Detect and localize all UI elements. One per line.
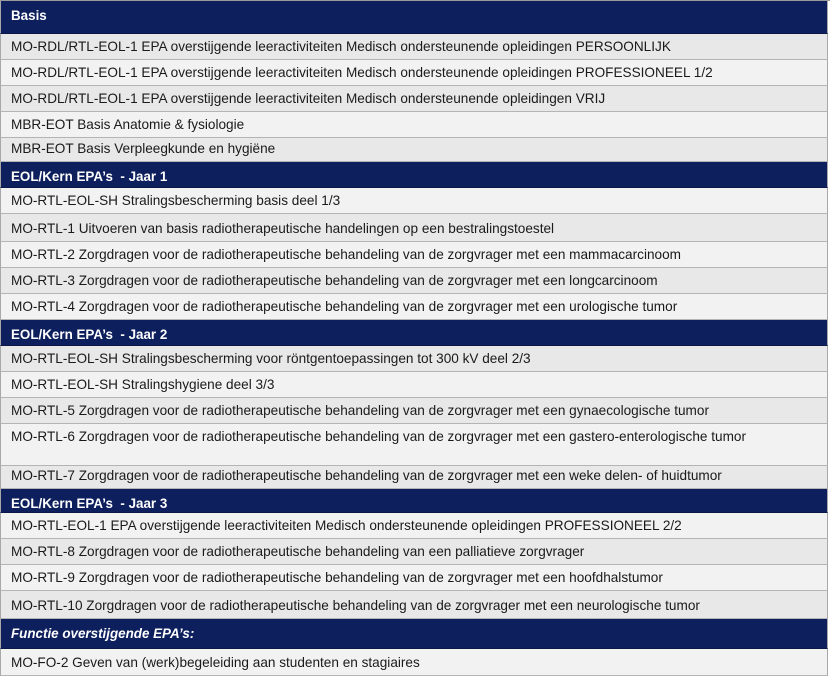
epa-item-text: MO-RTL-EOL-SH Stralingshygiene deel 3/3 — [11, 377, 275, 392]
epa-item-text: MBR-EOT Basis Anatomie & fysiologie — [11, 117, 245, 132]
epa-item-text: MO-RTL-EOL-SH Stralingsbescherming voor röntgentoepassingen tot 300 kV deel 2/3 — [11, 351, 531, 366]
epa-item-text: MO-FO-2 Geven van (werk)begeleiding aan studenten en stagiaires — [11, 655, 420, 670]
epa-item-text: MO-RTL-EOL-1 EPA overstijgende leeractiviteiten Medisch ondersteunende opleidingen PROFESSIONEEL 2/2 — [11, 518, 682, 533]
epa-item-text: MO-RTL-5 Zorgdragen voor de radiotherapeutische behandeling van de zorgvrager met een gynaecologische tumor — [11, 403, 709, 418]
table-row — [0, 424, 828, 466]
epa-item-text: MO-RDL/RTL-EOL-1 EPA overstijgende leeractiviteiten Medisch ondersteunende opleidingen PERSOONLIJK — [11, 39, 671, 54]
epa-item-text: MO-RTL-8 Zorgdragen voor de radiotherapeutische behandeling van een palliatieve zorgvrager — [11, 544, 585, 559]
section-header — [0, 320, 828, 346]
section-header — [0, 1, 828, 34]
section-title: Basis — [11, 8, 47, 23]
epa-item-text: MO-RTL-1 Uitvoeren van basis radiotherapeutische handelingen op een bestralingstoestel — [11, 221, 555, 236]
table-row — [0, 268, 828, 294]
table-row — [0, 188, 828, 214]
section-title: EOL/Kern EPA’s - Jaar 3 — [11, 496, 168, 511]
epa-item-text: MO-RTL-7 Zorgdragen voor de radiotherapeutische behandeling van de zorgvrager met een weke delen- of huidtumor — [11, 468, 722, 483]
epa-item-text: MO-RTL-4 Zorgdragen voor de radiotherapeutische behandeling van de zorgvrager met een urologische tumor — [11, 299, 678, 314]
epa-item-text: MO-RTL-6 Zorgdragen voor de radiotherapeutische behandeling van de zorgvrager met een gastero-enterologische tumor — [11, 429, 746, 444]
epa-item-text: MO-RTL-10 Zorgdragen voor de radiotherapeutische behandeling van de zorgvrager met een neurologische tumor — [11, 598, 700, 613]
section-header — [0, 619, 828, 649]
section-title: Functie overstijgende EPA’s: — [11, 626, 195, 641]
section-header — [0, 162, 828, 188]
table-row — [0, 513, 828, 539]
section-title: EOL/Kern EPA’s - Jaar 2 — [11, 327, 168, 342]
epa-item-text: MO-RTL-EOL-SH Stralingsbescherming basis deel 1/3 — [11, 193, 341, 208]
epa-item-text: MO-RTL-9 Zorgdragen voor de radiotherapeutische behandeling van de zorgvrager met een hoofdhalstumor — [11, 570, 663, 585]
table-row — [0, 112, 828, 138]
table-row — [0, 242, 828, 268]
section-header — [0, 489, 828, 513]
table-row — [0, 34, 828, 60]
table-row — [0, 138, 828, 162]
epa-item-text: MO-RTL-3 Zorgdragen voor de radiotherapeutische behandeling van de zorgvrager met een longcarcinoom — [11, 273, 658, 288]
table-row — [0, 214, 828, 242]
epa-item-text: MO-RDL/RTL-EOL-1 EPA overstijgende leeractiviteiten Medisch ondersteunende opleidingen VRIJ — [11, 91, 606, 106]
section-title: EOL/Kern EPA’s - Jaar 1 — [11, 169, 168, 184]
table-row — [0, 539, 828, 565]
table-row — [0, 649, 828, 676]
table-row — [0, 346, 828, 372]
table-row — [0, 60, 828, 86]
epa-item-text: MBR-EOT Basis Verpleegkunde en hygiëne — [11, 141, 276, 156]
table-row — [0, 565, 828, 591]
epa-item-text: MO-RDL/RTL-EOL-1 EPA overstijgende leeractiviteiten Medisch ondersteunende opleidingen PROFESSIONEEL 1/2 — [11, 65, 713, 80]
table-row — [0, 466, 828, 489]
table-row — [0, 372, 828, 398]
table-row — [0, 294, 828, 320]
table-row — [0, 591, 828, 619]
table-row — [0, 86, 828, 112]
epa-item-text: MO-RTL-2 Zorgdragen voor de radiotherapeutische behandeling van de zorgvrager met een mammacarcinoom — [11, 247, 681, 262]
table-row — [0, 398, 828, 424]
